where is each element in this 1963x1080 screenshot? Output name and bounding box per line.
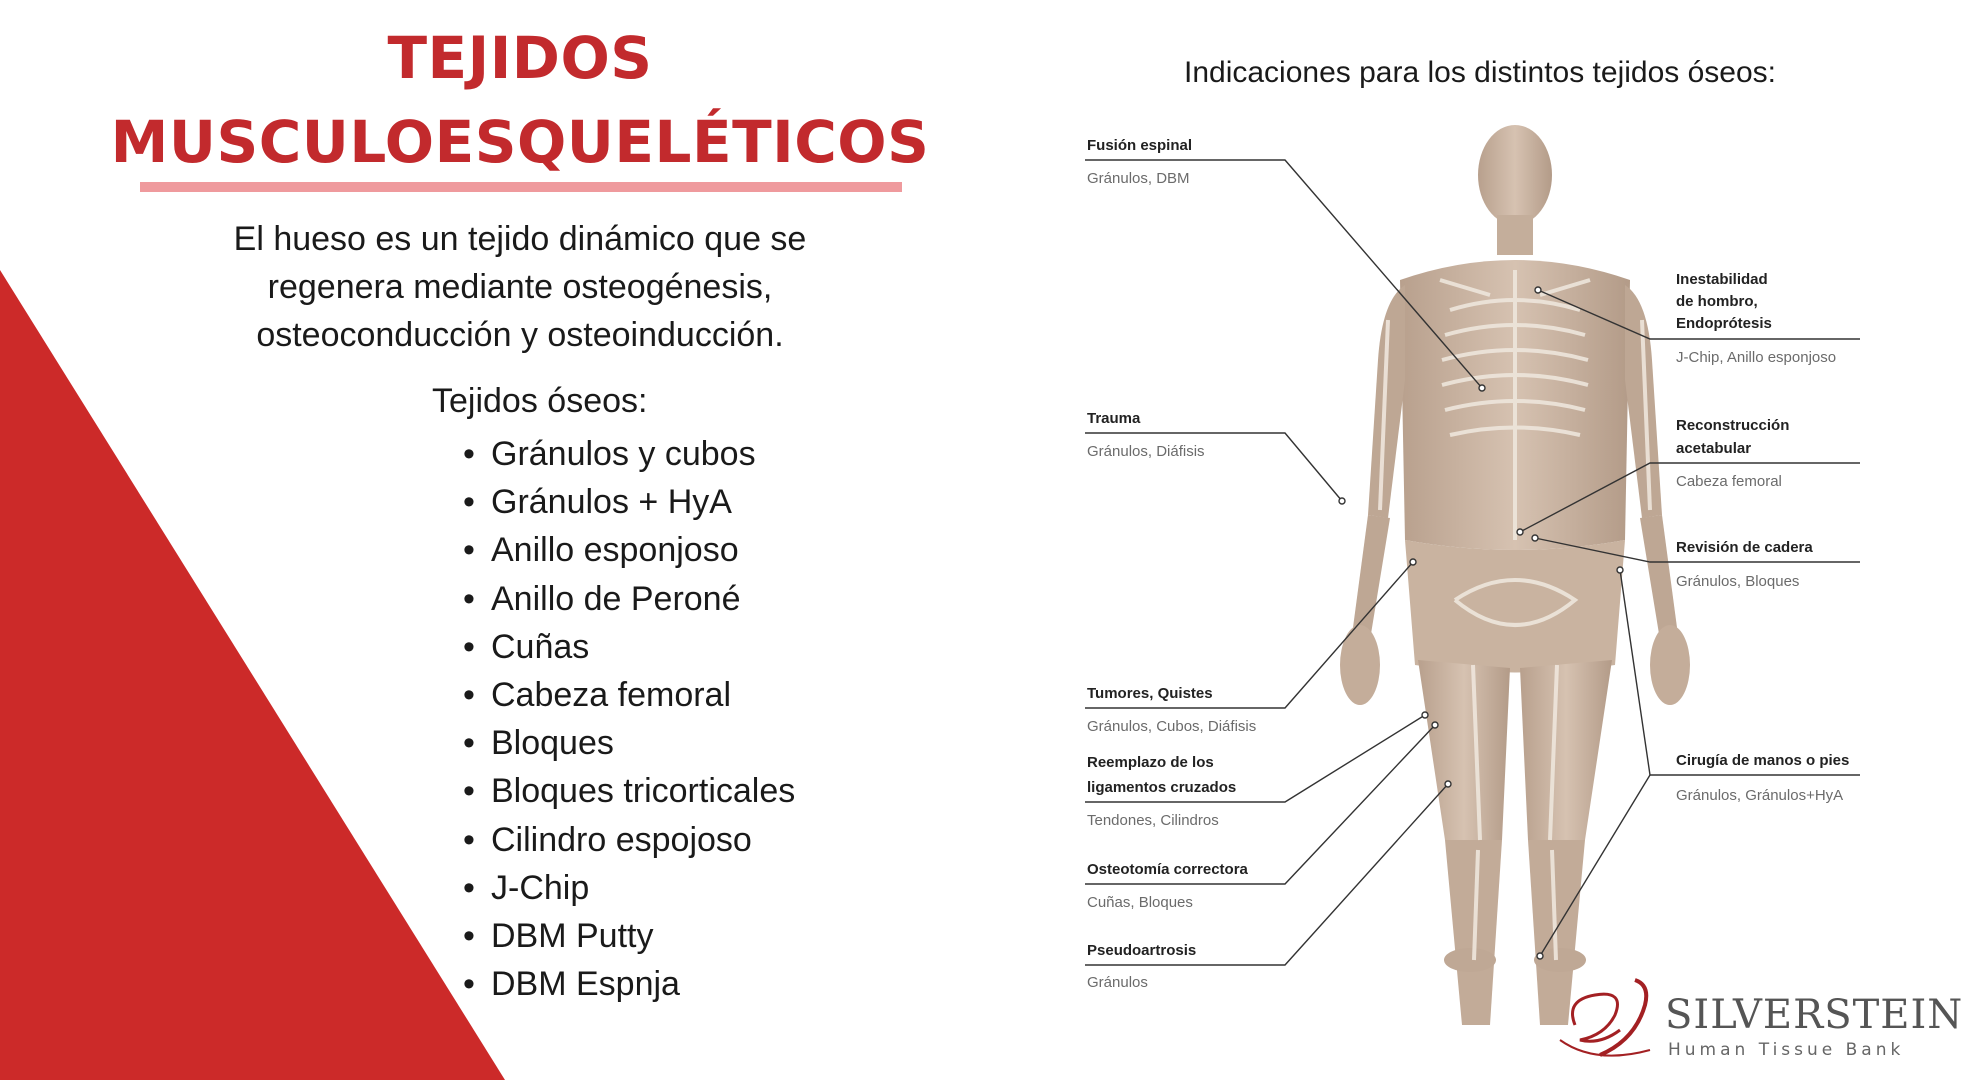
svg-text:Revisión de cadera: Revisión de cadera xyxy=(1676,539,1813,556)
logo-tagline: Human Tissue Bank xyxy=(1668,1040,1905,1060)
svg-text:Gránulos: Gránulos xyxy=(1087,974,1148,991)
list-item: • Anillo esponjoso xyxy=(463,526,795,574)
svg-text:Reconstrucción: Reconstrucción xyxy=(1676,417,1790,434)
human-figure xyxy=(1340,125,1690,1025)
page-title-line2: MUSCULOESQUELÉTICOS xyxy=(110,108,930,176)
label-osteotomia xyxy=(1087,861,1249,911)
svg-text:Trauma: Trauma xyxy=(1087,410,1141,427)
list-item: • DBM Espnja xyxy=(463,960,795,1008)
logo-brand-text: SILVERSTEIN xyxy=(1665,992,1963,1038)
list-item: • Cilindro espojoso xyxy=(463,816,795,864)
label-trauma xyxy=(1087,410,1205,460)
svg-text:Fusión espinal: Fusión espinal xyxy=(1087,137,1193,154)
list-item: • Gránulos + HyA xyxy=(463,478,795,526)
list-item: • Gránulos y cubos xyxy=(463,430,795,478)
svg-text:Gránulos, Bloques: Gránulos, Bloques xyxy=(1676,573,1800,590)
svg-text:ligamentos cruzados: ligamentos cruzados xyxy=(1087,779,1237,796)
list-item: • DBM Putty xyxy=(463,912,795,960)
tissue-list xyxy=(463,430,795,1008)
svg-text:Cabeza femoral: Cabeza femoral xyxy=(1676,473,1782,490)
label-fusion-espinal xyxy=(1087,137,1192,187)
svg-text:Cuñas, Bloques: Cuñas, Bloques xyxy=(1087,894,1193,911)
svg-text:Gránulos, Gránulos+HyA: Gránulos, Gránulos+HyA xyxy=(1676,787,1844,804)
logo-emblem-icon xyxy=(1555,970,1665,1070)
label-cirugia-manos-pies xyxy=(1676,752,1849,804)
svg-text:Gránulos, DBM: Gránulos, DBM xyxy=(1087,170,1190,187)
svg-text:Tumores, Quistes: Tumores, Quistes xyxy=(1087,685,1213,702)
svg-text:de hombro,: de hombro, xyxy=(1676,293,1758,310)
svg-text:Tendones, Cilindros: Tendones, Cilindros xyxy=(1087,812,1219,829)
svg-text:Inestabilidad: Inestabilidad xyxy=(1676,271,1768,288)
svg-text:Gránulos, Cubos, Diáfisis: Gránulos, Cubos, Diáfisis xyxy=(1087,718,1257,735)
svg-text:Cirugía de manos o pies: Cirugía de manos o pies xyxy=(1676,752,1850,769)
silverstein-logo xyxy=(1555,970,1963,1070)
anatomy-diagram xyxy=(1070,120,1870,990)
label-inestabilidad-hombro xyxy=(1676,271,1836,366)
svg-text:Gránulos, Diáfisis: Gránulos, Diáfisis xyxy=(1087,443,1205,460)
label-revision-cadera xyxy=(1676,539,1813,590)
list-item: • Anillo de Peroné xyxy=(463,575,795,623)
tissues-heading: Tejidos óseos: xyxy=(432,382,648,420)
list-item: • Cabeza femoral xyxy=(463,671,795,719)
svg-text:Pseudoartrosis: Pseudoartrosis xyxy=(1087,942,1197,959)
svg-text:Osteotomía correctora: Osteotomía correctora xyxy=(1087,861,1248,878)
list-item: • J-Chip xyxy=(463,864,795,912)
title-underline xyxy=(140,182,902,192)
svg-text:Reemplazo de los: Reemplazo de los xyxy=(1087,754,1214,771)
svg-text:Endoprótesis: Endoprótesis xyxy=(1676,315,1772,332)
list-item: • Cuñas xyxy=(463,623,795,671)
label-reconstruccion-acetabular xyxy=(1676,417,1789,490)
label-reemplazo-ligamentos xyxy=(1087,754,1236,829)
list-item: • Bloques xyxy=(463,719,795,767)
list-item: • Bloques tricorticales xyxy=(463,767,795,815)
label-tumores-quistes xyxy=(1087,685,1256,735)
intro-paragraph: El hueso es un tejido dinámico que se regenera mediante osteogénesis, osteoconducción y osteoinducción. xyxy=(233,220,807,354)
svg-text:J-Chip, Anillo esponjoso: J-Chip, Anillo esponjoso xyxy=(1676,349,1837,366)
diagram-title: Indicaciones para los distintos tejidos óseos: xyxy=(1183,56,1776,89)
page-title-line1: TEJIDOS xyxy=(387,24,653,92)
svg-text:acetabular: acetabular xyxy=(1676,440,1752,457)
label-pseudoartrosis xyxy=(1087,942,1196,991)
